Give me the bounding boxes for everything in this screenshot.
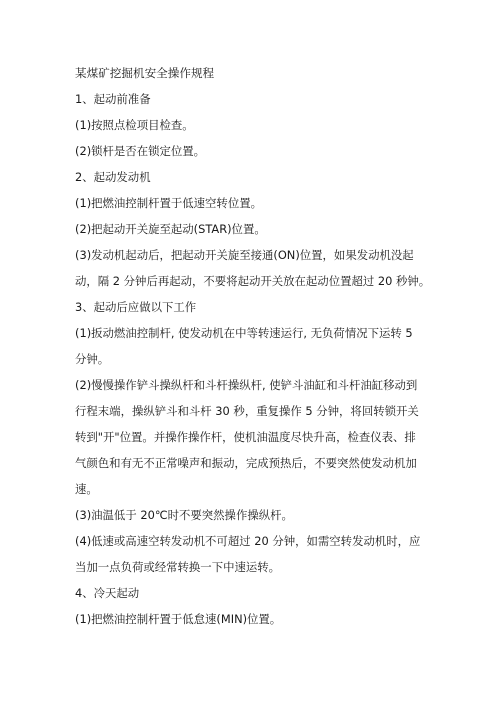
section-heading-2: 2、起动发动机 <box>75 170 151 184</box>
text-line: 行程末端，操纵铲斗和斗杆 30 秒，重复操作 5 分钟，将回转锁开关 <box>75 404 419 418</box>
document-title: 某煤矿挖掘机安全操作规程 <box>75 66 215 80</box>
section-heading-4: 4、冷天起动 <box>75 586 140 600</box>
text-line: (3)油温低于 20℃时不要突然操作操纵杆。 <box>75 508 293 522</box>
text-line: 动，隔 2 分钟后再起动，不要将起动开关放在起动位置超过 20 秒钟。 <box>75 274 431 288</box>
text-line: (1)扳动燃油控制杆, 使发动机在中等转速运行, 无负荷情况下运转 5 <box>75 326 413 340</box>
section-heading-3: 3、起动后应做以下工作 <box>75 300 197 314</box>
text-line: 速。 <box>75 482 98 496</box>
text-line: 气颜色和有无不正常噪声和振动，完成预热后，不要突然使发动机加 <box>75 456 417 470</box>
text-line: (2)把起动开关旋至起动(STAR)位置。 <box>75 222 266 236</box>
text-line: 分钟。 <box>75 352 110 366</box>
text-line: (4)低速或高速空转发动机不可超过 20 分钟，如需空转发动机时，应 <box>75 534 421 548</box>
section-heading-1: 1、起动前准备 <box>75 92 151 106</box>
text-line: (1)把燃油控制杆置于低怠速(MIN)位置。 <box>75 612 282 626</box>
text-line: 当加一点负荷或经常转换一下中速运转。 <box>75 560 281 574</box>
text-line: (2)慢慢操作铲斗操纵杆和斗杆操纵杆, 使铲斗油缸和斗杆油缸移动到 <box>75 378 418 392</box>
text-line: (3)发动机起动后，把起动开关旋至接通(ON)位置，如果发动机没起 <box>75 248 414 262</box>
text-line: (1)把燃油控制杆置于低速空转位置。 <box>75 196 262 210</box>
text-line: (1)按照点检项目检查。 <box>75 118 194 132</box>
document-body <box>75 62 445 630</box>
text-line: (2)锁杆是否在锁定位置。 <box>75 144 206 158</box>
text-line: 转到"开"位置。并操作操作杆，使机油温度尽快升高，检查仪表、排 <box>75 430 416 444</box>
